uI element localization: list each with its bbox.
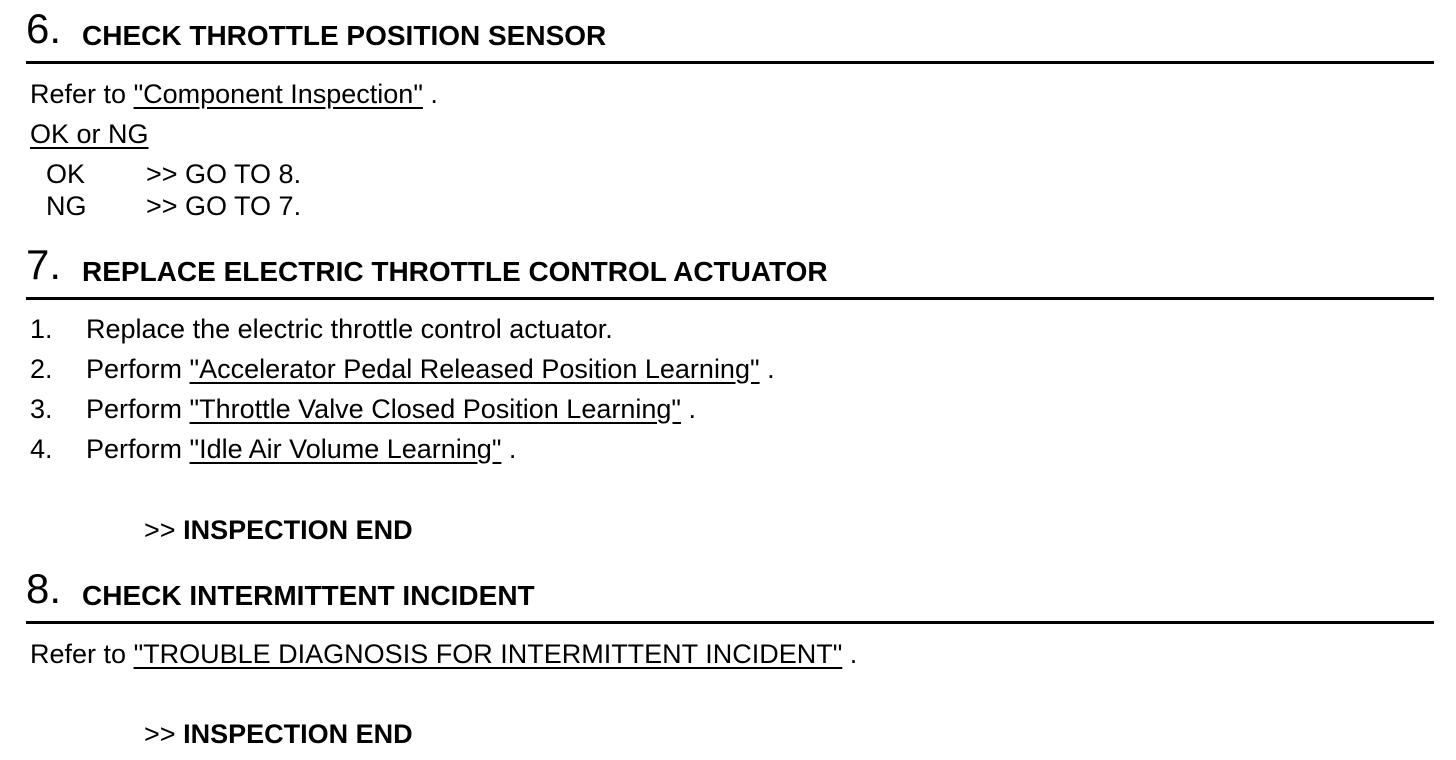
component-inspection-link[interactable]: "Component Inspection" <box>133 79 423 109</box>
step-title: CHECK THROTTLE POSITION SENSOR <box>82 20 607 51</box>
end-arrows: >> <box>144 515 176 545</box>
refer-prefix: Refer to <box>30 639 127 669</box>
throttle-valve-learning-link[interactable]: "Throttle Valve Closed Position Learning" <box>189 394 681 424</box>
step-number: 6. <box>26 5 62 52</box>
accelerator-pedal-learning-link[interactable]: "Accelerator Pedal Released Position Learning" <box>189 354 760 384</box>
list-item <box>30 393 1230 425</box>
list-number: 1. <box>30 314 53 344</box>
section-divider <box>26 621 1434 624</box>
refer-line <box>30 638 857 670</box>
result-action: >> GO TO 8. <box>146 159 302 189</box>
list-item <box>30 433 1230 465</box>
list-item <box>30 353 1230 385</box>
step-title: REPLACE ELECTRIC THROTTLE CONTROL ACTUATOR <box>82 256 828 287</box>
refer-suffix: . <box>849 639 858 669</box>
refer-prefix: Refer to <box>30 79 127 109</box>
inspection-end-line <box>144 514 413 546</box>
list-item <box>30 313 1230 345</box>
section-divider <box>26 61 1434 64</box>
result-key: OK <box>46 159 86 189</box>
result-action: >> GO TO 7. <box>146 191 302 221</box>
result-key: NG <box>46 191 87 221</box>
list-text: Perform <box>86 434 183 464</box>
list-text: Perform <box>86 394 183 424</box>
list-text: Perform <box>86 354 183 384</box>
idle-air-volume-learning-link[interactable]: "Idle Air Volume Learning" <box>189 434 502 464</box>
step-7-header <box>26 241 1434 300</box>
step-title: CHECK INTERMITTENT INCIDENT <box>82 580 535 611</box>
list-text: Replace the electric throttle control actuator. <box>86 314 613 344</box>
step-number: 7. <box>26 241 62 288</box>
step-number: 8. <box>26 565 62 612</box>
step-6-header <box>26 5 1434 64</box>
inspection-end-label: INSPECTION END <box>183 719 413 749</box>
inspection-end-line <box>144 718 413 750</box>
section-divider <box>26 297 1434 300</box>
step-8-header <box>26 565 1434 624</box>
list-number: 2. <box>30 354 53 384</box>
refer-line <box>30 78 438 110</box>
ok-or-ng-label: OK or NG <box>30 119 149 149</box>
refer-suffix: . <box>430 79 438 109</box>
result-row-ng <box>46 190 446 222</box>
list-suffix: . <box>767 354 775 384</box>
list-suffix: . <box>688 394 697 424</box>
list-number: 3. <box>30 394 53 424</box>
inspection-end-label: INSPECTION END <box>183 515 413 545</box>
end-arrows: >> <box>144 719 176 749</box>
result-row-ok <box>46 158 446 190</box>
trouble-diagnosis-link[interactable]: "TROUBLE DIAGNOSIS FOR INTERMITTENT INCIDENT" <box>133 639 843 669</box>
list-suffix: . <box>508 434 517 464</box>
list-number: 4. <box>30 434 53 464</box>
